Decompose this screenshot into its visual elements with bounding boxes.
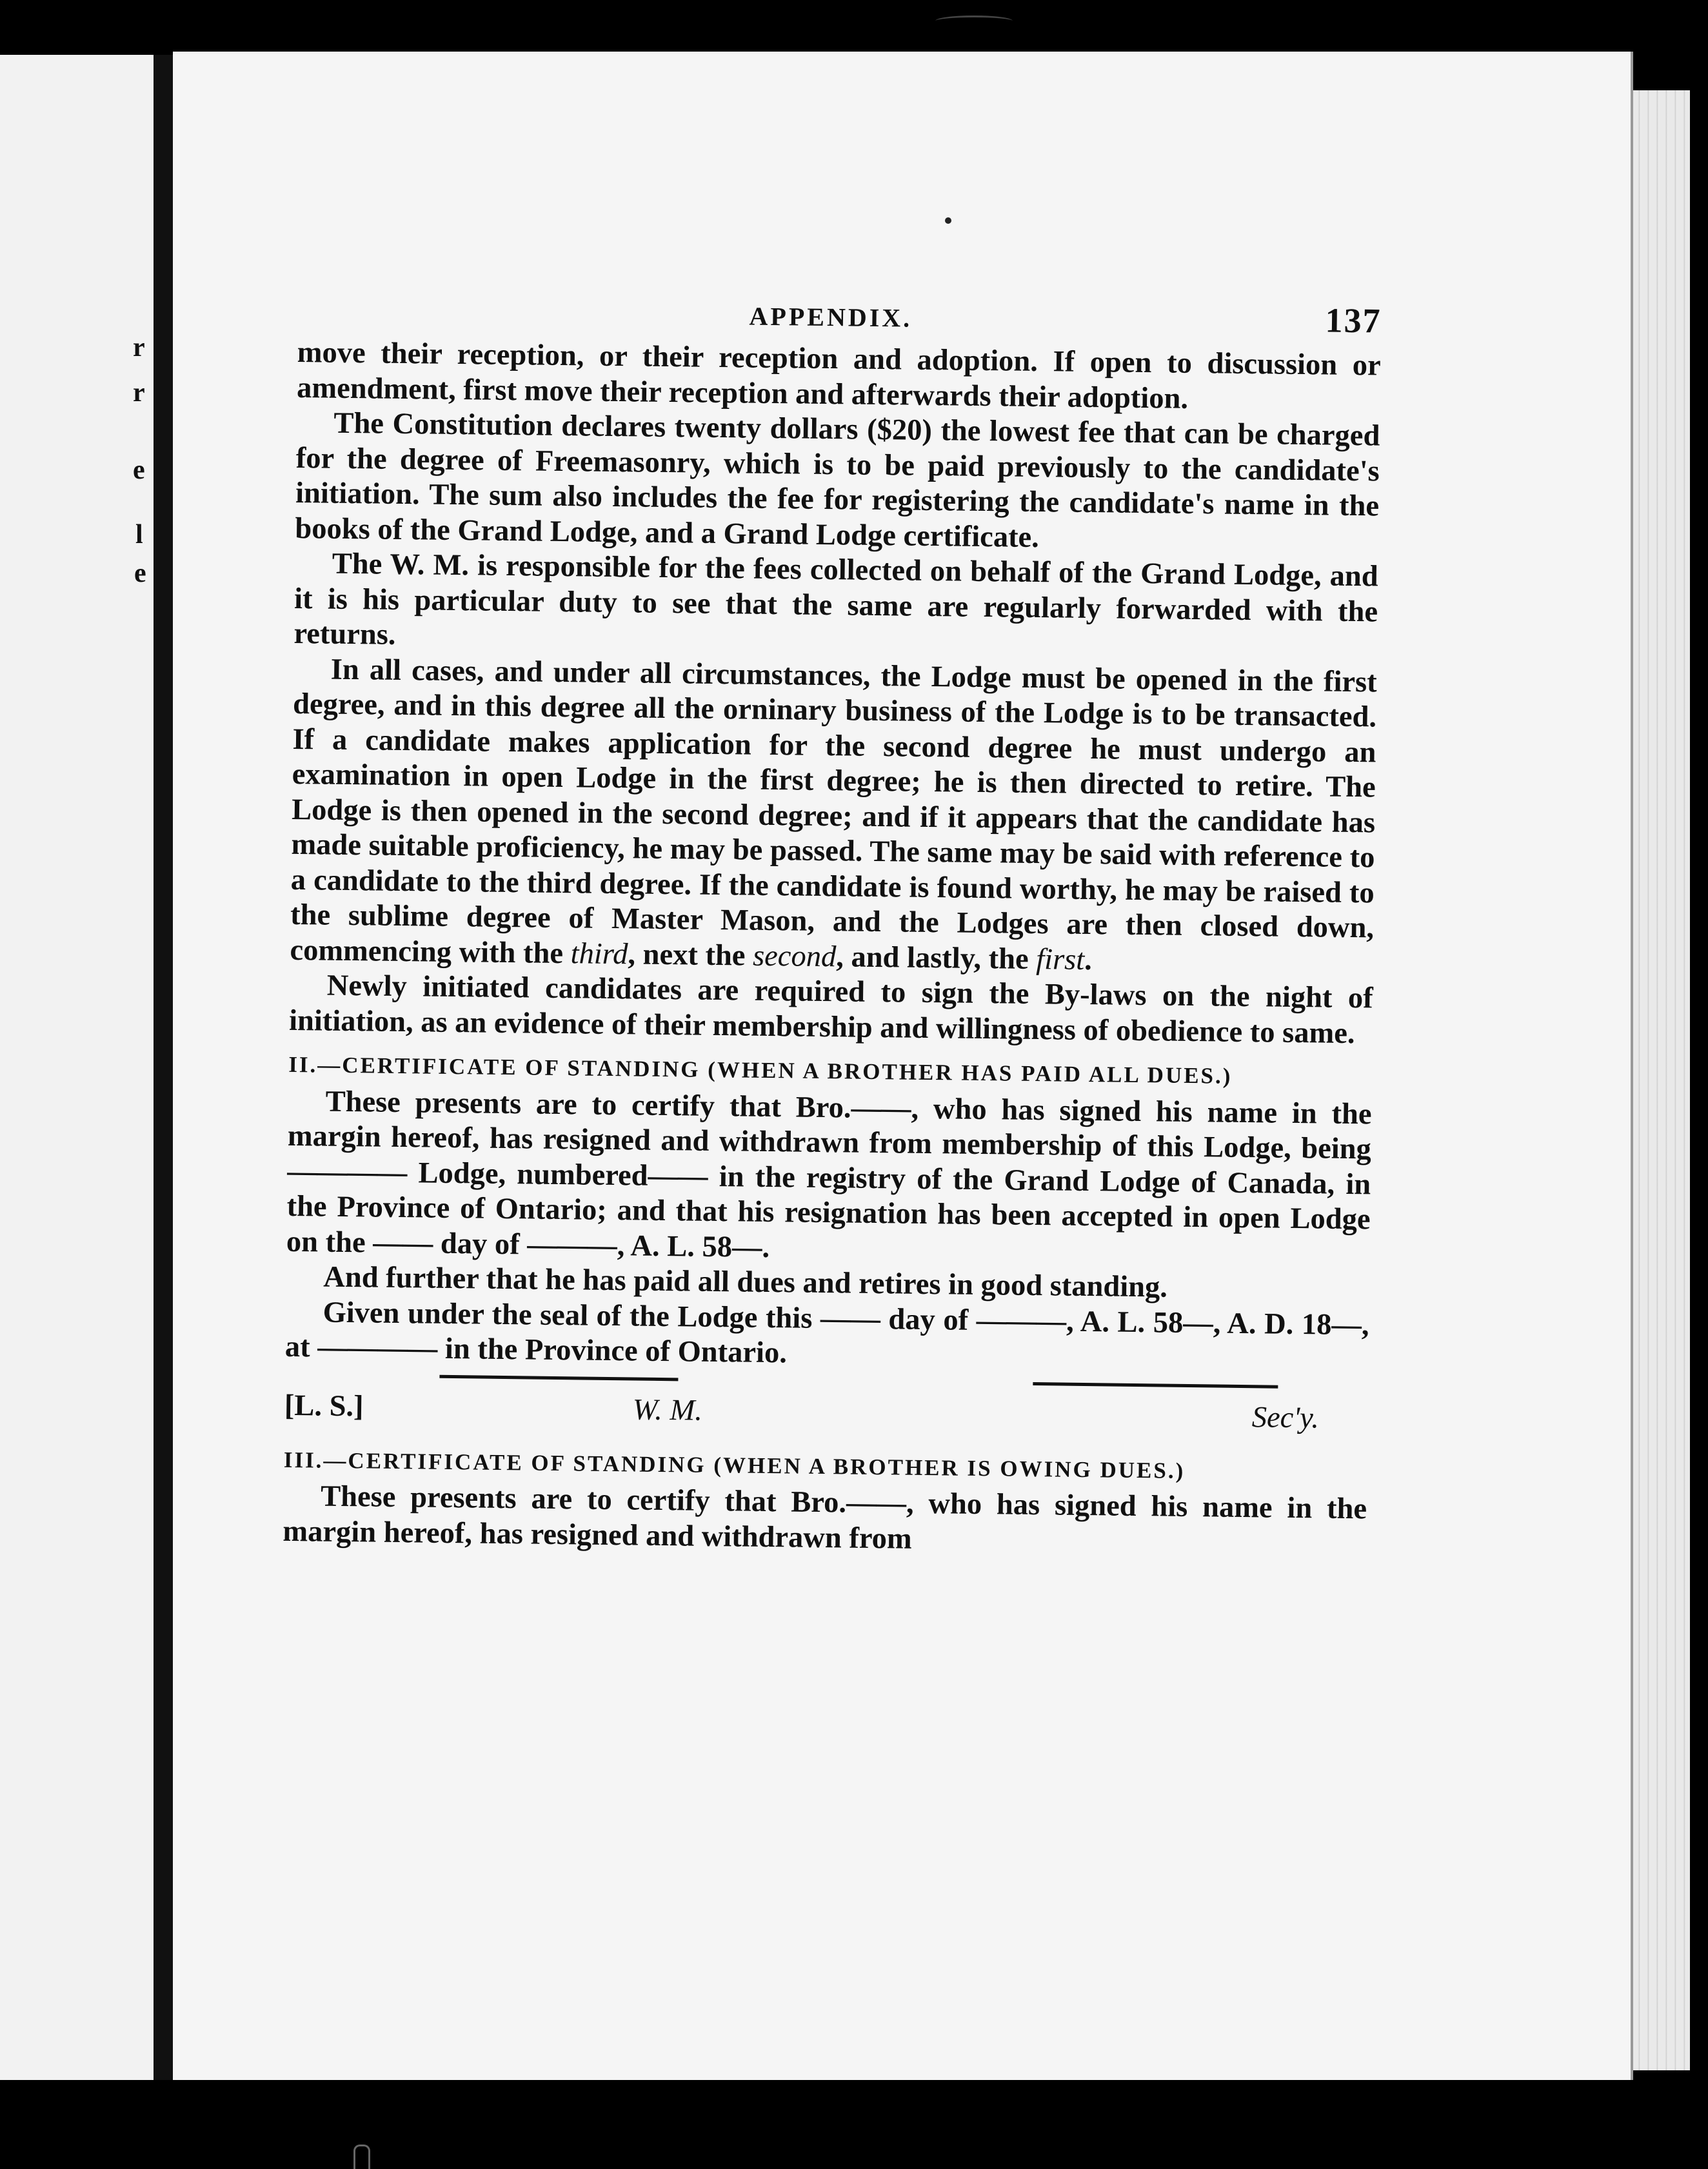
certificate-paragraph: These presents are to certify that Bro.——, who has signed his name in the margin hereof, has resigned and withdrawn from membership of this Lodge, being ———— Lodge, numbered—— in the registry of the Grand Lodge of Canada, in the Province of Ontario; and that his resignation has been accepted in open Lodge on the —— day of ———, A. L. 58—. bbox=[286, 1085, 1372, 1264]
page-text bbox=[283, 290, 1382, 1562]
running-head: APPENDIX. bbox=[749, 301, 913, 333]
section-heading: II.—CERTIFICATE OF STANDING (WHEN A BROTHER HAS PAID ALL DUES.) bbox=[288, 1051, 1233, 1089]
section-heading: III.—CERTIFICATE OF STANDING (WHEN A BROTHER IS OWING DUES.) bbox=[283, 1447, 1186, 1483]
paragraph-text: , next the bbox=[628, 937, 753, 973]
italic-word: third bbox=[570, 936, 628, 971]
secretary-label: Sec'y. bbox=[1251, 1400, 1320, 1434]
paragraph: move their reception, or their reception and adoption. If open to discussion or amendment, first move their reception and afterwards their adoption. bbox=[296, 335, 1382, 415]
paragraph-text: , and lastly, the bbox=[835, 940, 1037, 976]
certificate-paragraph: Given under the seal of the Lodge this —— day of ———, A. L. 58—, A. D. 18—, at ———— in the Province of Ontario. bbox=[284, 1296, 1369, 1370]
scan-mark bbox=[353, 2144, 370, 2169]
certificate-paragraph: And further that he has paid all dues and retires in good standing. bbox=[323, 1260, 1168, 1304]
scan-smudge bbox=[935, 15, 1013, 26]
page-number: 137 bbox=[1325, 301, 1382, 341]
ink-dot bbox=[945, 217, 951, 224]
italic-word: first bbox=[1035, 942, 1085, 976]
master-label: W. M. bbox=[632, 1392, 703, 1427]
paragraph: The W. M. is responsible for the fees collected on behalf of the Grand Lodge, and it is his particular duty to see that the same are regularly forwarded with the returns. bbox=[293, 547, 1379, 651]
book-gutter bbox=[154, 55, 173, 2080]
paragraph bbox=[290, 651, 1377, 981]
paragraph: The Constitution declares twenty dollars ($20) the lowest fee that can be charged for the degree of Freemasonry, which is to be paid previously to the candidate's initiation. The sum also includes the fee for registering the candidate's name in the books of the Grand Lodge, and a Grand Lodge certificate. bbox=[295, 406, 1380, 554]
signature-rule bbox=[1033, 1382, 1278, 1389]
paragraph-text: . bbox=[1084, 943, 1093, 976]
seal-label: [L. S.] bbox=[284, 1389, 364, 1423]
italic-word: second bbox=[752, 939, 837, 973]
facing-page-edge: r r e l e bbox=[0, 55, 154, 2080]
certificate-paragraph: These presents are to certify that Bro.——, who has signed his name in the margin hereof, has resigned and withdrawn from bbox=[283, 1480, 1367, 1556]
paragraph-text: In all cases, and under all circumstances, the Lodge must be opened in the first degree, and in this degree all the orninary business of the Lodge is to be transacted. If a candidate makes application for the second degree he must undergo an examination in open Lodge in the first degree; he is then directed to retire. The Lodge is then opened in the second degree; and if it appears that the candidate has made suitable proficiency, he may be passed. The same may be said with reference to a candidate to the third degree. If the candidate is found worthy, he may be raised to the sublime degree of Master Mason, and the Lodges are then closed down, commencing with the bbox=[290, 653, 1378, 970]
signature-rule bbox=[439, 1374, 678, 1381]
paragraph: Newly initiated candidates are required to sign the By-laws on the night of initiation, as an evidence of their membership and willingness of obedience to same. bbox=[288, 969, 1374, 1050]
